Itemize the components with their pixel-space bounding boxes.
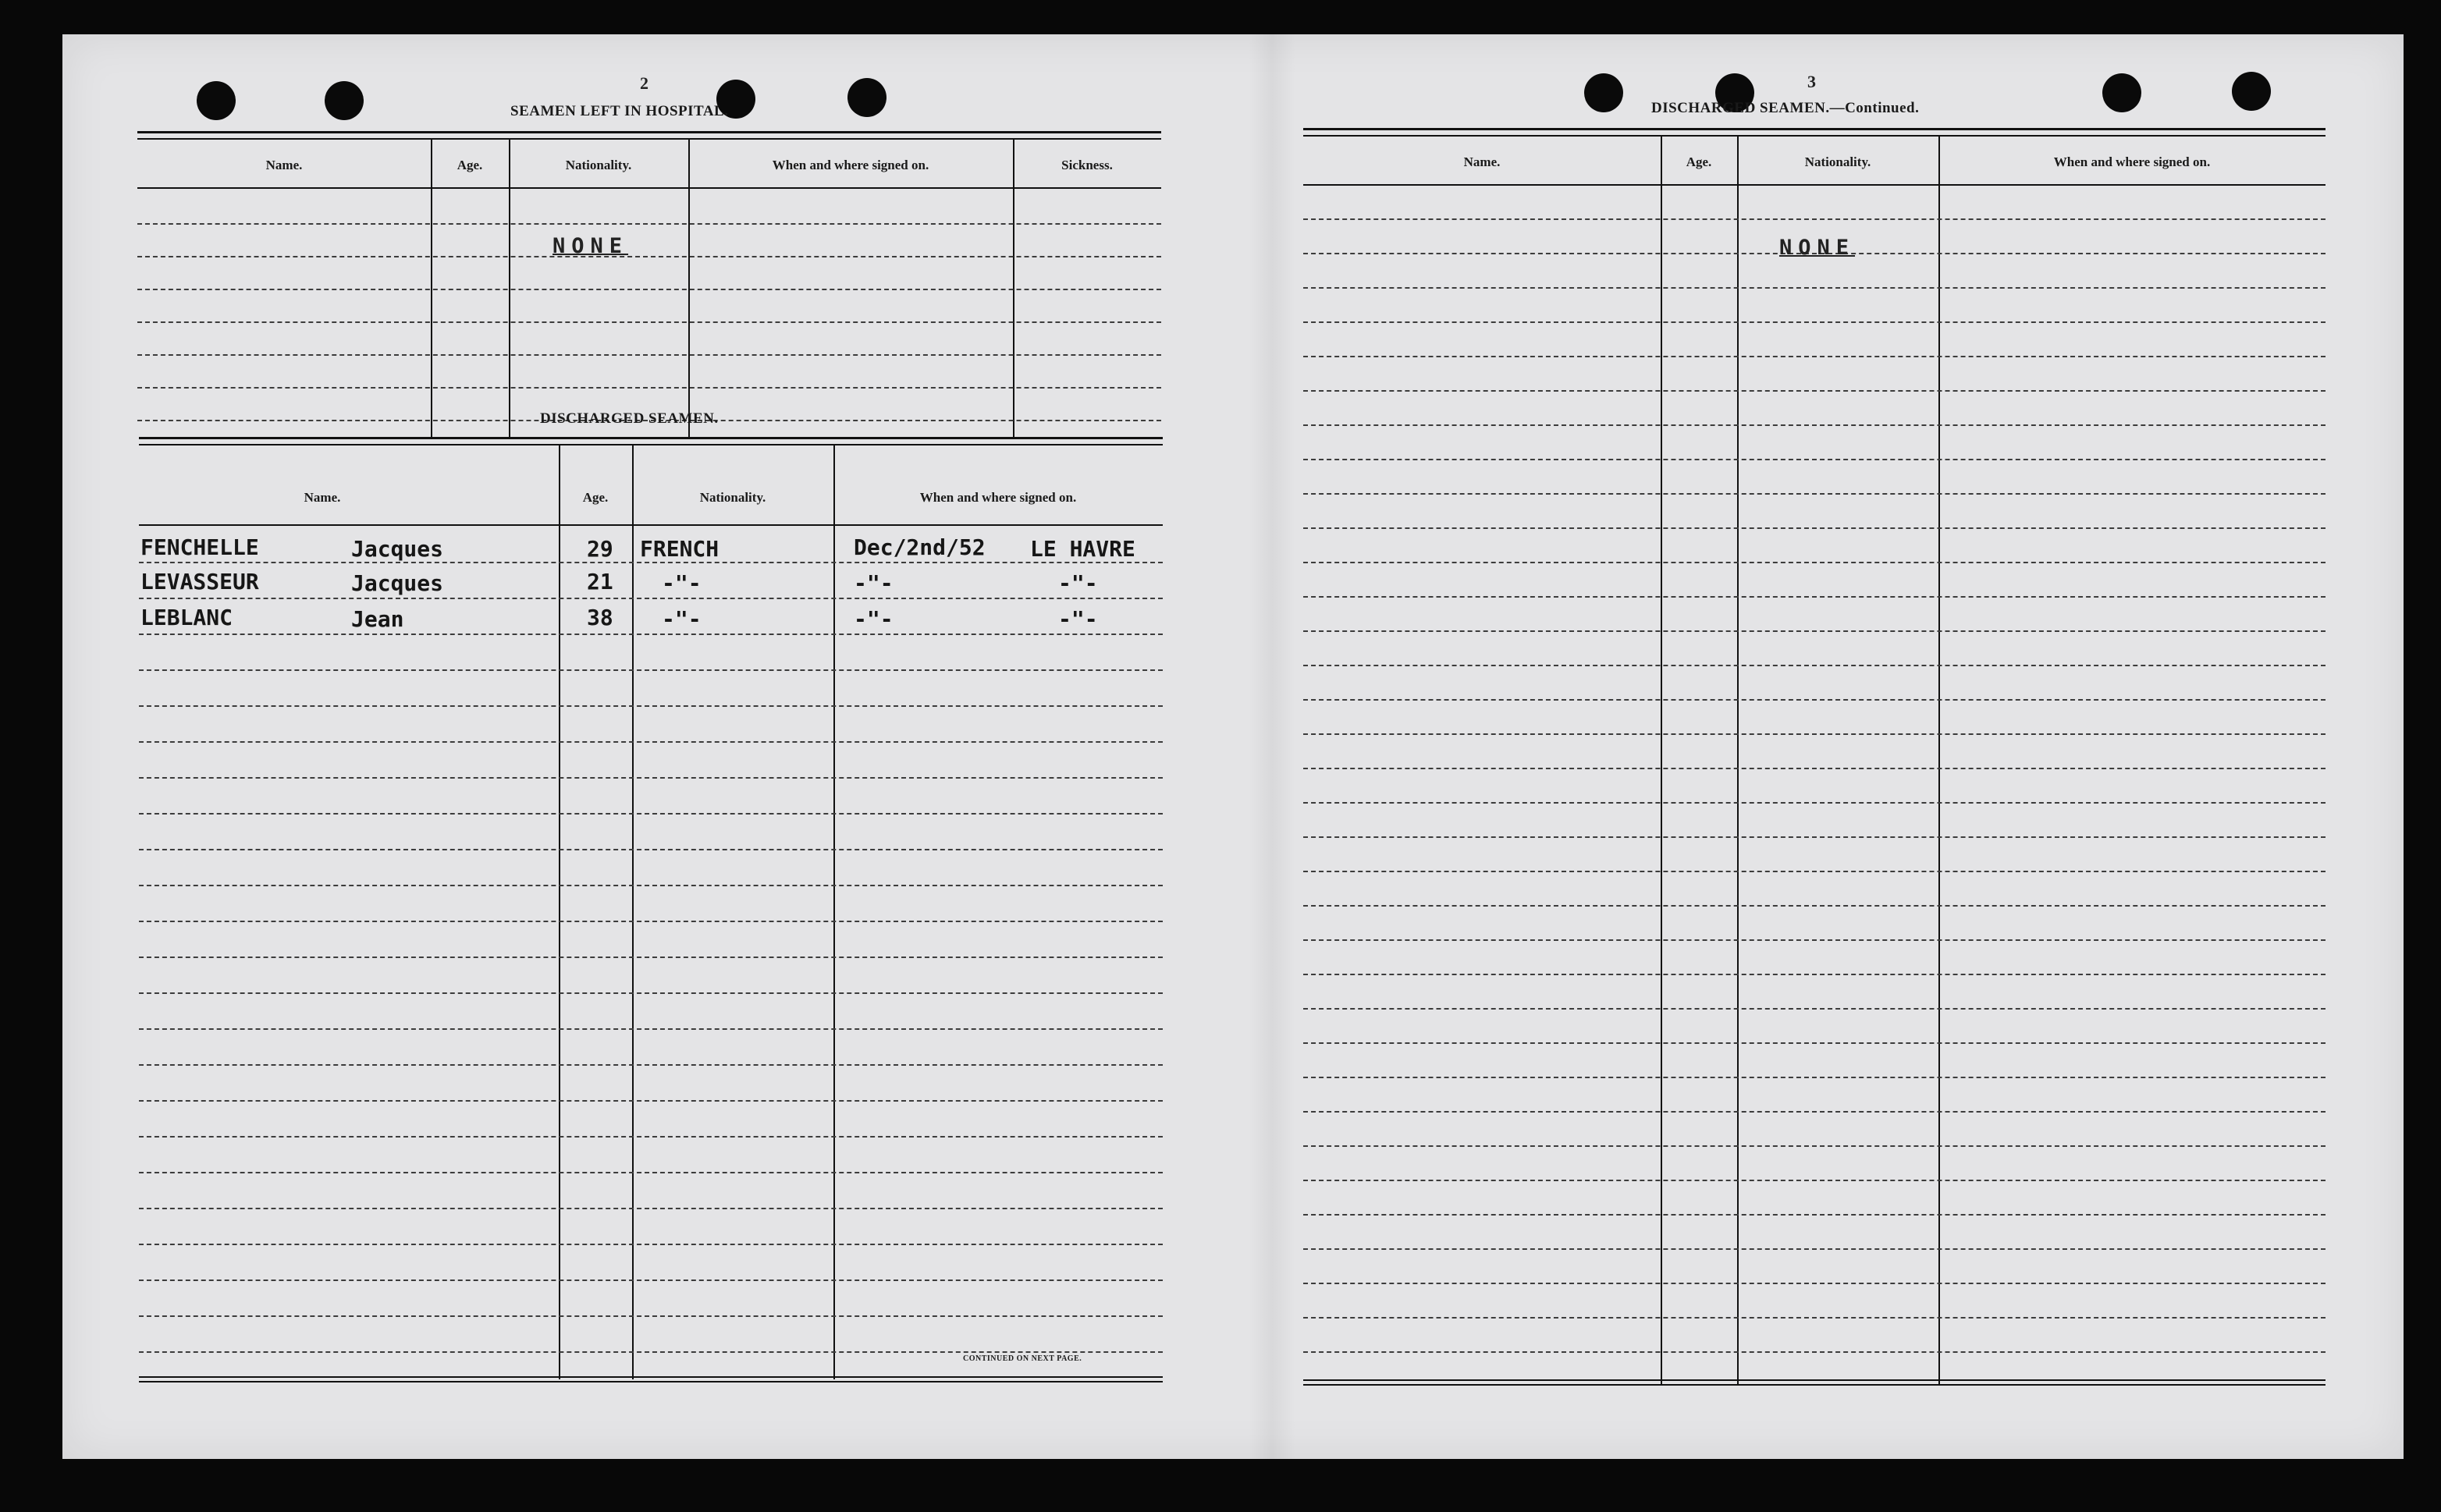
col-header-signed-on: When and where signed on.	[919, 490, 1077, 505]
col-header-nationality: Nationality.	[1804, 154, 1871, 169]
col-header-sickness: Sickness.	[1061, 158, 1113, 172]
discharged-continued-title: DISCHARGED SEAMEN.—Continued.	[1651, 100, 1920, 116]
punch-hole	[847, 78, 887, 117]
punch-hole	[197, 81, 236, 120]
discharged-table	[139, 437, 1163, 1387]
seaman-given-name: Jacques	[351, 536, 444, 562]
col-header-signed-on: When and where signed on.	[2053, 154, 2211, 169]
col-header-name: Name.	[1463, 154, 1501, 169]
page-fold	[1249, 34, 1295, 1459]
punch-hole	[2232, 72, 2271, 111]
hospital-none-entry: NONE	[553, 234, 629, 258]
manifest-sheet	[62, 34, 2404, 1459]
col-header-age: Age.	[457, 158, 483, 172]
col-header-age: Age.	[1686, 154, 1712, 169]
punch-hole	[2102, 73, 2141, 112]
punch-hole	[325, 81, 364, 120]
discharged-continued-table	[1303, 128, 2326, 1389]
seaman-signed-date: -"-	[854, 606, 894, 632]
seaman-nationality: FRENCH	[640, 536, 720, 562]
seaman-signed-place: LE HAVRE	[1030, 536, 1135, 562]
discharged-continued-none-entry: NONE	[1779, 236, 1856, 260]
page-number-right: 3	[1807, 72, 1816, 91]
seaman-given-name: Jean	[351, 606, 404, 632]
continued-footer: CONTINUED ON NEXT PAGE.	[963, 1354, 1082, 1363]
discharged-section-title: DISCHARGED SEAMEN.	[540, 410, 719, 427]
col-header-name: Name.	[304, 490, 341, 505]
punch-hole	[1584, 73, 1623, 112]
seaman-signed-place: -"-	[1058, 606, 1098, 632]
seaman-age: 38	[587, 605, 613, 630]
seaman-surname: LEVASSEUR	[140, 569, 259, 595]
seaman-nationality: -"-	[662, 570, 702, 596]
seaman-signed-date: Dec/2nd/52	[854, 534, 986, 560]
hospital-section-title: SEAMEN LEFT IN HOSPITAL.	[510, 103, 729, 119]
seaman-age: 21	[587, 569, 613, 595]
col-header-nationality: Nationality.	[565, 158, 632, 172]
seaman-age: 29	[587, 536, 613, 562]
col-header-age: Age.	[582, 490, 609, 505]
seaman-surname: LEBLANC	[140, 605, 233, 630]
seaman-surname: FENCHELLE	[140, 534, 259, 560]
col-header-signed-on: When and where signed on.	[772, 158, 929, 172]
seaman-signed-date: -"-	[854, 570, 894, 596]
col-header-nationality: Nationality.	[699, 490, 766, 505]
col-header-name: Name.	[265, 158, 303, 172]
seaman-signed-place: -"-	[1058, 570, 1098, 596]
seaman-nationality: -"-	[662, 606, 702, 632]
page-number-left: 2	[640, 73, 648, 93]
hospital-table	[137, 131, 1161, 440]
seaman-given-name: Jacques	[351, 570, 444, 596]
